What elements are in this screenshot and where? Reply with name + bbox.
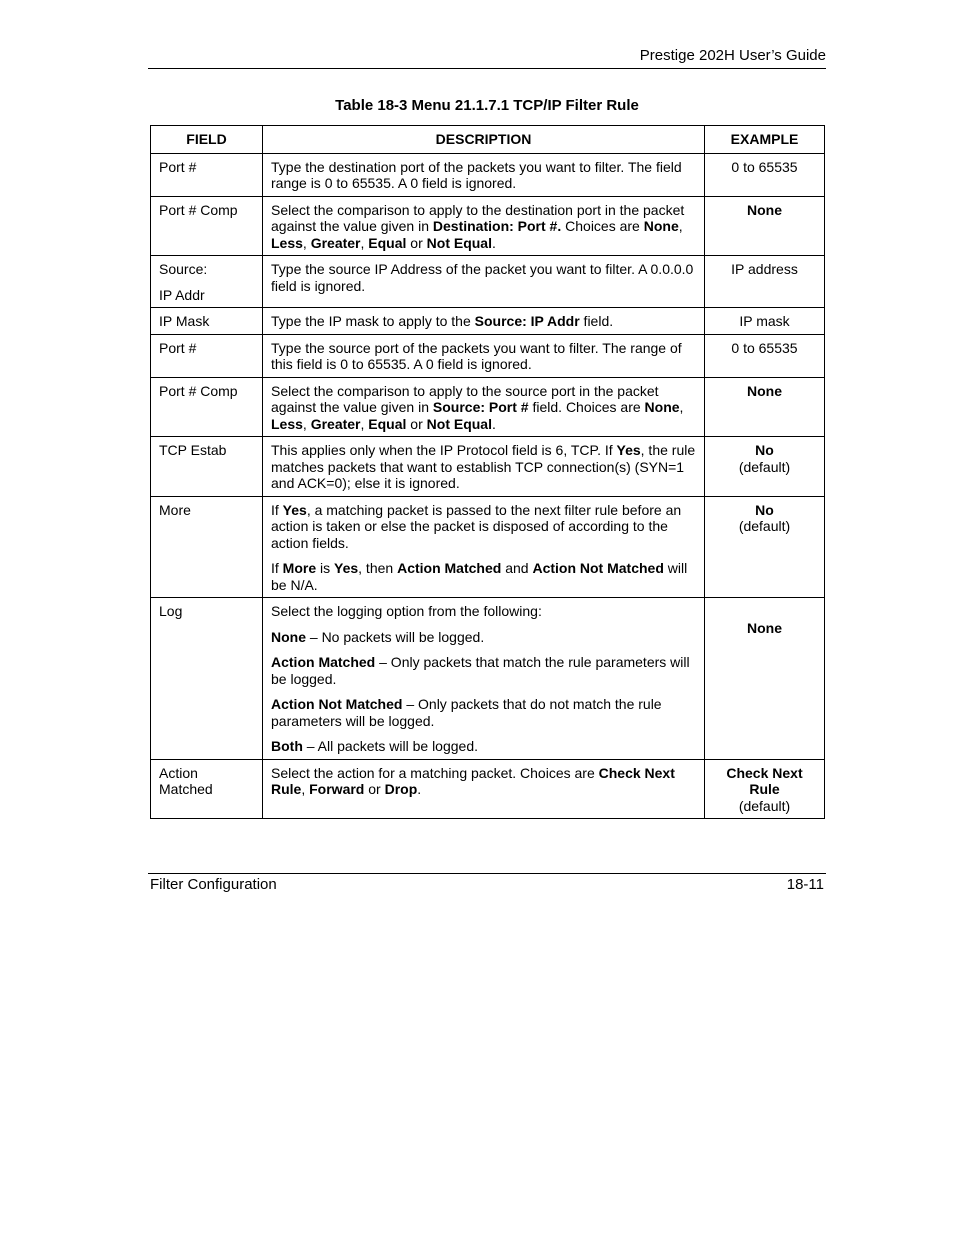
text-run: (default) <box>738 518 791 534</box>
bold-text-run: No <box>755 501 774 518</box>
bold-text-run: None <box>747 201 782 218</box>
bold-text-run: Check Next Rule <box>271 764 675 797</box>
text-run: is <box>316 560 335 576</box>
text-run: or <box>406 234 427 251</box>
text-run: If <box>271 501 283 518</box>
table-title: Table 18-3 Menu 21.1.7.1 TCP/IP Filter Rule <box>335 97 639 114</box>
example-cell <box>705 437 825 497</box>
bold-text-run: Action Not Matched <box>271 696 403 712</box>
example-cell <box>705 196 825 256</box>
field-cell <box>151 153 263 196</box>
text-run: IP mask <box>739 313 790 329</box>
example-cell <box>705 377 825 437</box>
filter-rule-table <box>150 125 825 819</box>
table-row <box>151 153 825 196</box>
description-paragraph <box>271 738 696 755</box>
table-row <box>151 377 825 437</box>
field-cell <box>151 496 263 598</box>
text-run: , then <box>358 560 398 576</box>
text-run: Type the IP mask to apply to the <box>271 313 475 329</box>
text-run: – All packets will be logged. <box>302 738 478 754</box>
example-cell <box>705 153 825 196</box>
text-run: , <box>360 234 369 251</box>
text-run: . <box>417 781 422 797</box>
description-paragraph <box>271 442 696 492</box>
text-run: . <box>492 234 496 251</box>
text-run: , a matching packet is passed to the next filter rule before an action is taken or else the packet is disposed of according to the action fields. <box>271 501 682 551</box>
field-name: Port # <box>159 158 197 175</box>
bold-text-run: Destination: Port #. <box>432 218 562 234</box>
text-run: or <box>406 415 427 432</box>
table-row <box>151 256 825 308</box>
example-cell <box>705 598 825 760</box>
description-paragraph <box>271 560 696 593</box>
text-run: Select the comparison to apply to the destination port in the packet against the value given in <box>271 201 685 234</box>
text-run: and <box>501 560 533 576</box>
description-cell <box>263 153 705 196</box>
description-paragraph <box>271 603 696 620</box>
description-paragraph <box>271 765 696 798</box>
bold-text-run: None <box>747 619 782 636</box>
description-paragraph <box>271 340 696 373</box>
bold-text-run: None <box>644 399 680 415</box>
text-run: (default) <box>738 458 791 475</box>
bold-text-run: Drop <box>384 781 418 797</box>
description-cell <box>263 334 705 377</box>
text-run: will be N/A. <box>271 560 688 593</box>
column-header-description: DESCRIPTION <box>263 126 705 154</box>
bold-text-run: Yes <box>282 501 307 518</box>
text-run: field. Choices are <box>528 399 645 415</box>
description-paragraph <box>271 383 696 433</box>
bold-text-run: Action Matched <box>271 654 376 670</box>
table-row <box>151 334 825 377</box>
footer-rule <box>148 873 826 874</box>
description-cell <box>263 496 705 598</box>
field-cell <box>151 759 263 819</box>
bold-text-run: Forward <box>309 781 365 797</box>
text-run: , <box>360 415 369 432</box>
bold-text-run: Equal <box>368 234 407 251</box>
table-header-row <box>151 126 825 154</box>
bold-text-run: Equal <box>368 415 407 432</box>
description-paragraph <box>271 629 696 646</box>
table-body <box>151 153 825 819</box>
bold-text-run: Action Matched <box>397 560 502 576</box>
bold-text-run: No <box>755 442 774 458</box>
description-cell <box>263 437 705 497</box>
field-name: Action Matched <box>159 764 213 797</box>
bold-text-run: Action Not Matched <box>532 560 664 576</box>
column-header-field: FIELD <box>151 126 263 154</box>
table-row <box>151 759 825 819</box>
bold-text-run: Less <box>271 234 303 251</box>
description-paragraph <box>271 502 696 552</box>
running-header: Prestige 202H User’s Guide <box>639 47 826 64</box>
description-paragraph <box>271 202 696 252</box>
description-cell <box>263 598 705 760</box>
bold-text-run: None <box>643 218 679 234</box>
text-run: field. <box>579 313 614 329</box>
field-name: Log <box>159 603 183 619</box>
text-run: Select the comparison to apply to the source port in the packet against the value given in <box>271 382 659 415</box>
text-run: . <box>492 415 496 432</box>
field-name: Source: <box>159 261 208 277</box>
field-name: Port # Comp <box>159 382 238 399</box>
footer-page-number: 18-11 <box>786 876 824 893</box>
text-run: Choices are <box>561 218 644 234</box>
field-cell <box>151 598 263 760</box>
description-paragraph <box>271 313 696 330</box>
table-row <box>151 598 825 760</box>
text-run: – Only packets that match the rule parameters will be logged. <box>271 654 690 687</box>
description-cell <box>263 377 705 437</box>
bold-text-run: None <box>747 382 782 399</box>
text-run: Type the source port of the packets you want to filter. The range of this field is 0 to 65535. A 0 field is ignored. <box>271 339 682 372</box>
text-run: Type the source IP Address of the packet you want to filter. A 0.0.0.0 field is ignored. <box>271 261 694 294</box>
header-rule <box>148 68 826 69</box>
text-run: If <box>271 560 283 576</box>
text-run: IP address <box>731 261 798 277</box>
bold-text-run: Greater <box>310 415 361 432</box>
field-name: IP Mask <box>159 313 210 329</box>
bold-text-run: Not Equal <box>426 234 492 251</box>
description-paragraph <box>271 159 696 192</box>
bold-text-run: Yes <box>334 560 359 576</box>
text-run: (default) <box>738 797 791 814</box>
text-run: , <box>302 234 311 251</box>
table-row <box>151 437 825 497</box>
text-run: Select the logging option from the following: <box>271 603 542 619</box>
example-cell <box>705 759 825 819</box>
text-run: – No packets will be logged. <box>306 628 485 645</box>
description-cell <box>263 308 705 335</box>
bold-text-run: Both <box>271 738 303 754</box>
example-cell <box>705 256 825 308</box>
text-run: , <box>679 399 684 415</box>
example-cell <box>705 334 825 377</box>
bold-text-run: Not Equal <box>426 415 492 432</box>
field-cell <box>151 437 263 497</box>
footer-section-title: Filter Configuration <box>150 876 277 893</box>
bold-text-run: Check Next Rule <box>726 764 803 797</box>
table-row <box>151 308 825 335</box>
text-run: – Only packets that do not match the rule parameters will be logged. <box>271 696 662 729</box>
field-cell <box>151 377 263 437</box>
bold-text-run: More <box>282 560 317 576</box>
text-run: 0 to 65535 <box>731 158 798 175</box>
field-name: More <box>159 501 191 518</box>
field-name: Port # <box>159 339 197 356</box>
example-cell <box>705 308 825 335</box>
text-run: Type the destination port of the packets you want to filter. The field range is 0 to 65535. A 0 field is ignored. <box>271 158 682 191</box>
text-run: , <box>301 781 310 797</box>
description-cell <box>263 759 705 819</box>
field-cell <box>151 196 263 256</box>
table-row <box>151 196 825 256</box>
field-cell <box>151 256 263 308</box>
field-cell <box>151 308 263 335</box>
bold-text-run: None <box>271 628 306 645</box>
text-run: 0 to 65535 <box>731 339 798 356</box>
description-paragraph <box>271 654 696 687</box>
example-cell <box>705 496 825 598</box>
description-paragraph <box>271 261 696 294</box>
bold-text-run: Yes <box>616 442 641 458</box>
description-cell <box>263 196 705 256</box>
text-run: , <box>302 415 311 432</box>
field-name: Port # Comp <box>159 201 238 218</box>
description-cell <box>263 256 705 308</box>
text-run: , the rule matches packets that want to establish TCP connection(s) (SYN=1 and ACK=0); else it is ignored. <box>271 442 696 491</box>
text-run: Select the action for a matching packet. Choices are <box>271 764 599 781</box>
field-name: IP Addr <box>159 286 205 303</box>
field-name: TCP Estab <box>159 442 227 458</box>
text-run: , <box>678 218 683 234</box>
text-run: or <box>364 781 385 797</box>
field-cell <box>151 334 263 377</box>
bold-text-run: Source: IP Addr <box>474 313 580 329</box>
bold-text-run: Less <box>271 415 303 432</box>
text-run: This applies only when the IP Protocol field is 6, TCP. If <box>271 442 617 458</box>
bold-text-run: Source: Port # <box>432 399 529 415</box>
table-row <box>151 496 825 598</box>
description-paragraph <box>271 696 696 729</box>
column-header-example: EXAMPLE <box>705 126 825 154</box>
bold-text-run: Greater <box>310 234 361 251</box>
